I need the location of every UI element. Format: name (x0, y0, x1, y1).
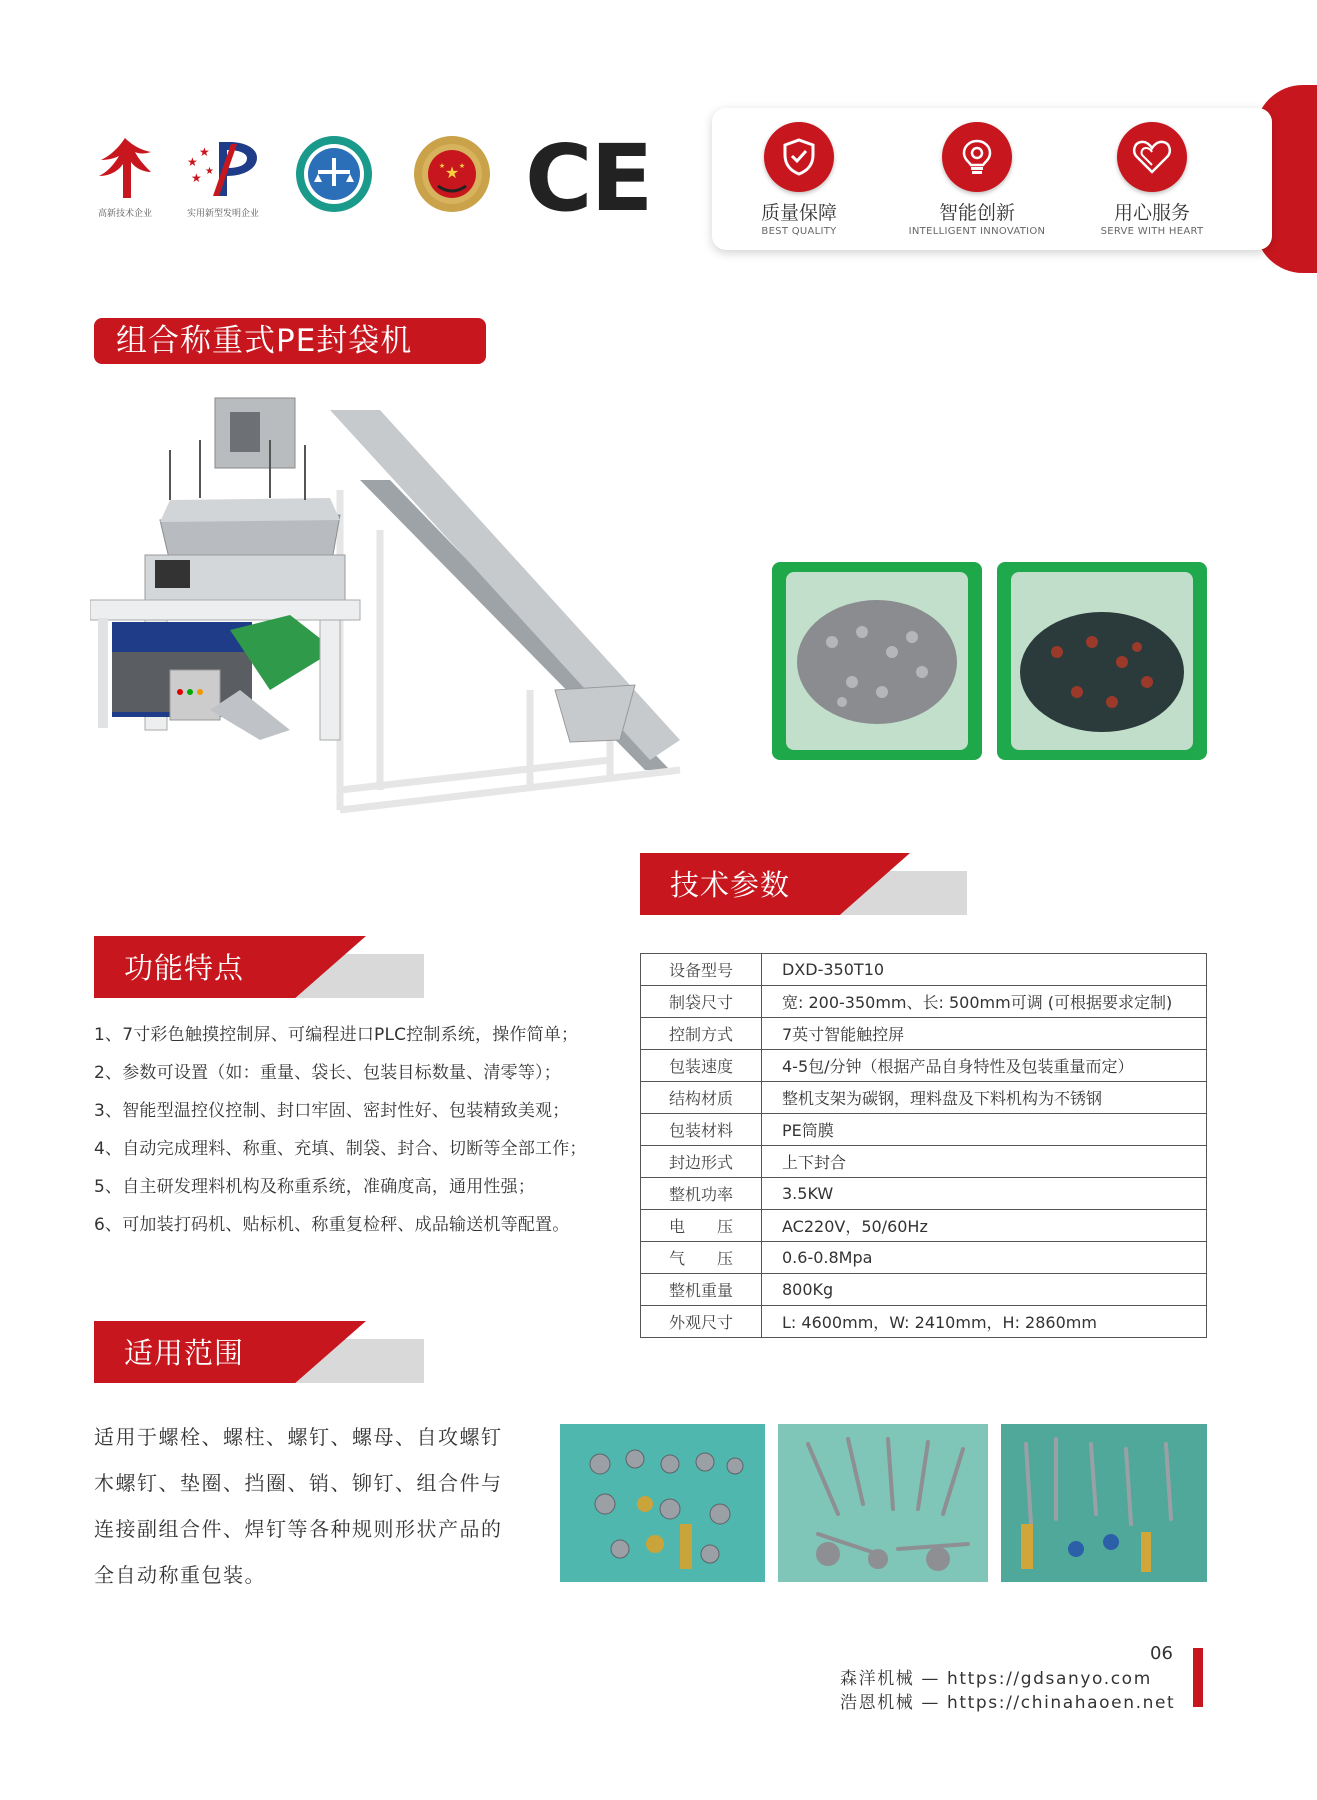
spec-key: 封边形式 (641, 1146, 762, 1178)
feature-title: 用心服务 (1113, 202, 1190, 224)
feature-title: 质量保障 (760, 202, 837, 224)
scope-line: 全自动称重包装。 (94, 1563, 266, 1587)
scope-header (94, 1321, 424, 1383)
spec-value: DXD-350T10 (762, 954, 1207, 986)
heart-icon (1117, 122, 1187, 192)
patent-logo (178, 136, 268, 219)
svg-text:★: ★ (205, 166, 214, 177)
spec-value: L: 4600mm，W: 2410mm，H: 2860mm (762, 1306, 1207, 1338)
table-row (641, 1146, 1207, 1178)
functions-header (94, 936, 424, 998)
spec-key: 整机重量 (641, 1274, 762, 1306)
table-row (641, 954, 1207, 986)
svg-text:★: ★ (191, 171, 202, 185)
hightech-logo (90, 136, 160, 219)
spec-key: 结构材质 (641, 1082, 762, 1114)
table-row (641, 1114, 1207, 1146)
patent-emblem-icon (183, 136, 263, 200)
tech-params-title: 技术参数 (670, 868, 791, 902)
svg-text:★: ★ (187, 155, 198, 169)
svg-text:★: ★ (458, 162, 466, 170)
page-number: 06 (1150, 1643, 1173, 1664)
table-row (641, 1018, 1207, 1050)
bulb-gear-icon (942, 122, 1012, 192)
list-item: 6、可加装打码机、贴标机、称重复检秤、成品输送机等配置。 (94, 1215, 570, 1235)
table-row (641, 1210, 1207, 1242)
feature-quality (714, 122, 884, 237)
spec-key: 设备型号 (641, 954, 762, 986)
spec-key: 电 压 (641, 1210, 762, 1242)
table-row (641, 1242, 1207, 1274)
scope-line: 适用于螺栓、螺柱、螺钉、螺母、自攻螺钉 (94, 1425, 503, 1449)
table-row (641, 986, 1207, 1018)
spec-value: 宽: 200-350mm、长: 500mm可调 (可根据要求定制) (762, 986, 1207, 1018)
ce-mark-icon: CE (525, 125, 652, 232)
feature-title: 智能创新 (938, 202, 1015, 224)
spec-value: 7英寸智能触控屏 (762, 1018, 1207, 1050)
spec-value: 整机支架为碳钢，理料盘及下料机构为不锈钢 (762, 1082, 1207, 1114)
scope-title: 适用范围 (124, 1336, 245, 1370)
table-row (641, 1050, 1207, 1082)
national-seal-icon (412, 134, 492, 214)
function-list (94, 1016, 604, 1244)
spec-value: 0.6-0.8Mpa (762, 1242, 1207, 1274)
fastener-photo-screws (778, 1424, 988, 1582)
certification-seal (292, 134, 376, 218)
spec-value: 800Kg (762, 1274, 1207, 1306)
feature-service (1067, 122, 1237, 237)
spec-table (640, 953, 1207, 1338)
spec-value: 上下封合 (762, 1146, 1207, 1178)
scope-line: 连接副组合件、焊钉等各种规则形状产品的 (94, 1517, 503, 1541)
footer-sanyo-link: 森洋机械 — https://gdsanyo.com (840, 1669, 1152, 1689)
hightech-emblem-icon (95, 136, 155, 200)
spec-key: 制袋尺寸 (641, 986, 762, 1018)
certification-seal-icon (294, 134, 374, 214)
spec-key: 包装速度 (641, 1050, 762, 1082)
spec-key: 整机功率 (641, 1178, 762, 1210)
spec-value: PE筒膜 (762, 1114, 1207, 1146)
svg-text:★: ★ (438, 162, 446, 170)
functions-title: 功能特点 (124, 951, 245, 985)
spec-value: 3.5KW (762, 1178, 1207, 1210)
shield-icon (764, 122, 834, 192)
table-row (641, 1274, 1207, 1306)
spec-key: 外观尺寸 (641, 1306, 762, 1338)
list-item: 3、智能型温控仪控制、封口牢固、密封性好、包装精致美观； (94, 1101, 570, 1121)
list-item: 5、自主研发理料机构及称重系统，准确度高，通用性强； (94, 1177, 536, 1197)
feature-subtitle: SERVE WITH HEART (1100, 226, 1204, 237)
feature-innovation (892, 122, 1062, 237)
fastener-photo-bolts (1001, 1424, 1207, 1582)
table-row (641, 1306, 1207, 1338)
product-title: 组合称重式PE封袋机 (94, 318, 486, 364)
footer-haoen-link: 浩恩机械 — https://chinahaoen.net (840, 1693, 1176, 1713)
list-item: 2、参数可设置（如：重量、袋长、包装目标数量、清零等）； (94, 1063, 561, 1083)
spec-value: 4-5包/分钟（根据产品自身特性及包装重量而定） (762, 1050, 1207, 1082)
certification-logos (90, 125, 652, 232)
tech-params-header (640, 853, 967, 915)
patent-caption: 实用新型发明企业 (186, 209, 259, 219)
svg-text:★: ★ (199, 145, 210, 159)
scope-line: 木螺钉、垫圈、挡圈、销、铆钉、组合件与 (94, 1471, 503, 1495)
scope-text (94, 1414, 534, 1598)
list-item: 4、自动完成理料、称重、充填、制袋、封合、切断等全部工作； (94, 1139, 587, 1159)
bag-photo-colored-nuts (997, 562, 1207, 760)
svg-text:★: ★ (444, 163, 460, 182)
footer-red-bar (1193, 1648, 1203, 1707)
table-row (641, 1082, 1207, 1114)
feature-card (712, 108, 1272, 250)
spec-key: 气 压 (641, 1242, 762, 1274)
feature-subtitle: BEST QUALITY (761, 226, 837, 237)
spec-value: AC220V，50/60Hz (762, 1210, 1207, 1242)
fastener-photo-nuts (560, 1424, 765, 1582)
bag-photo-silver-rivets (772, 562, 982, 760)
hightech-caption: 高新技术企业 (97, 209, 152, 219)
feature-subtitle: INTELLIGENT INNOVATION (908, 226, 1046, 237)
spec-key: 控制方式 (641, 1018, 762, 1050)
spec-key: 包装材料 (641, 1114, 762, 1146)
table-row (641, 1178, 1207, 1210)
packing-machine-image (90, 390, 690, 860)
list-item: 1、7寸彩色触摸控制屏、可编程进口PLC控制系统，操作简单； (94, 1025, 579, 1045)
national-seal (410, 134, 494, 218)
